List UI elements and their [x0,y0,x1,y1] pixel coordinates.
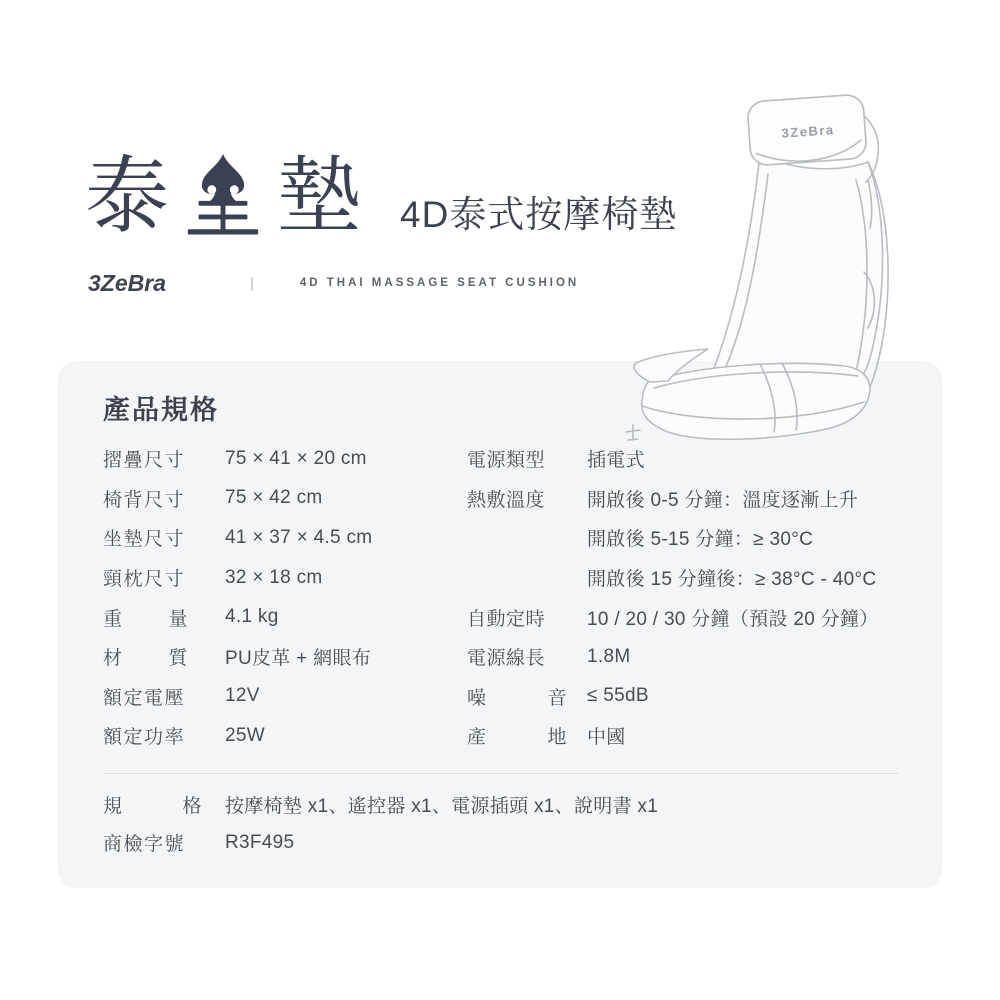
spec-value: 中國 [587,727,626,749]
spec-label: 額定電壓 [103,687,186,709]
product-subtitle: 4D泰式按摩椅墊 [400,194,678,235]
spec-value: PU皮革 + 網眼布 [225,648,372,670]
spec-label: 坐墊尺寸 [103,529,186,551]
spec-value: 開啟後 0-5 分鐘：溫度逐漸上升 [587,489,859,511]
spec-value: 25W [225,724,265,746]
spec-value: 1.8M [587,645,631,667]
spec-label [467,518,587,558]
spec-label [467,558,587,598]
spec-label: 熱敷溫度 [467,489,546,511]
spec-label: 重量 [103,608,189,630]
spec-value: 開啟後 5-15 分鐘：≥ 30°C [587,529,814,551]
spec-label: 電源線長 [467,648,546,670]
spec-value: 按摩椅墊 x1、遙控器 x1、電源插頭 x1、說明書 x1 [225,796,659,818]
spec-value: 75 × 41 × 20 cm [225,447,367,469]
spec-label: 額定功率 [103,727,186,749]
brand-logo: 3ZeBra [88,269,166,296]
spec-label: 材質 [103,648,189,670]
spec-label: 噪音 [467,687,567,709]
spec-value: ≤ 55dB [587,685,649,707]
package-info-table [103,786,898,862]
spec-value: 插電式 [587,450,645,472]
spec-value: 4.1 kg [225,606,279,628]
spec-label: 商檢字號 [103,834,186,856]
spec-label: 頸枕尺寸 [103,569,186,591]
spec-value: 12V [225,685,260,707]
spec-table [103,439,898,756]
spec-label: 產地 [467,727,567,749]
title-char-dian: 墊 [277,149,362,243]
brand-row [88,270,579,296]
headrest-logo: 3ZeBra [781,122,836,141]
thai-crown-icon [182,152,264,240]
spec-value: 開啟後 15 分鐘後：≥ 38°C - 40°C [587,569,877,591]
massage-seat-cushion-illustration [612,76,960,466]
title-char-tai: 泰 [85,149,170,243]
spec-label: 摺疊尺寸 [103,450,186,472]
card-heading: 產品規格 [103,395,219,425]
brand-divider: | [249,274,254,292]
spec-value: R3F495 [225,831,295,853]
spec-label: 自動定時 [467,608,546,630]
spec-value: 10 / 20 / 30 分鐘（預設 20 分鐘） [587,608,879,630]
spec-label: 椅背尺寸 [103,489,186,511]
spec-label: 規格 [103,796,203,818]
spec-value: 75 × 42 cm [225,487,323,509]
product-title [85,149,678,243]
spec-value: 41 × 37 × 4.5 cm [225,526,373,548]
spec-value: 32 × 18 cm [225,566,323,588]
spec-label: 電源類型 [467,450,546,472]
brand-tagline: 4D THAI MASSAGE SEAT CUSHION [299,277,580,289]
section-divider [103,773,898,774]
